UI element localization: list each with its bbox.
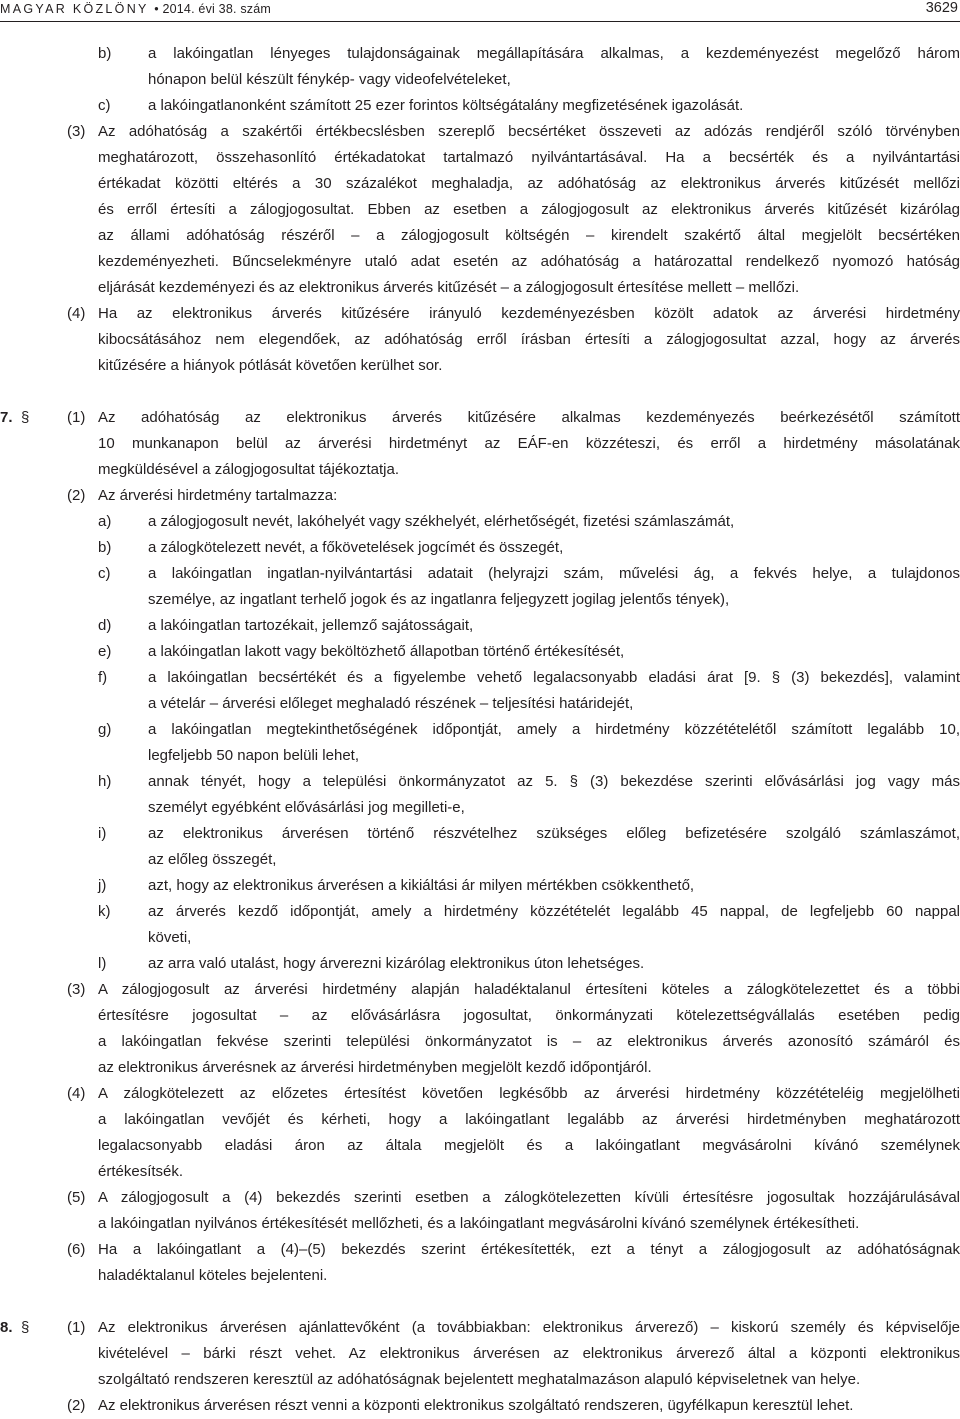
text-line: legfeljebb 50 napon belüli lehet, xyxy=(148,747,360,764)
list-item xyxy=(0,41,960,93)
text-line: hónapon belül készült fénykép- vagy videofelvételeket, xyxy=(148,71,511,88)
text-line: Az árverési hirdetmény tartalmazza: xyxy=(98,487,338,504)
paragraph-number: (3) xyxy=(67,981,86,998)
text-line: A zálogjogosult az árverési hirdetmény alapján haladéktalanul értesíteni köteles a zálogkötelezettet és a többi xyxy=(98,981,960,998)
list-item xyxy=(0,613,960,639)
item-label: f) xyxy=(98,669,108,686)
item-label: e) xyxy=(98,643,112,660)
section-number: 7. xyxy=(0,409,13,426)
text-line: 10 munkanapon belül az árverési hirdetményt az EÁF-en közzéteszi, és erről a hirdetmény másolatának xyxy=(98,435,960,452)
text-line: meghatározott, összehasonlító értékadatokat tartalmazó nyilvántartásával. Ha a becsérték és a nyilvántartási xyxy=(98,149,960,166)
item-label: h) xyxy=(98,773,112,790)
text-line: személye, az ingatlant terhelő jogok és az ingatlanra feljegyzett jogilag jelentős tények), xyxy=(148,591,730,608)
section-gap xyxy=(0,1289,960,1315)
text-line: eljárását kezdeményezi és az elektronikus árverés kitűzését – a zálogjogosult értesítése mellett – mellőzi. xyxy=(98,279,800,296)
text-line: a lakóingatlanonként számított 25 ezer forintos költségátalány megfizetésének igazolását. xyxy=(148,97,744,114)
text-line: A zálogjogosult a (4) bekezdés szerinti esetben a zálogkötelezetten kívüli értesítésre jogosultak hozzájárulásával xyxy=(98,1189,960,1206)
item-label: i) xyxy=(98,825,107,842)
paragraph-number: (2) xyxy=(67,487,86,504)
text-line: annak tényét, hogy a települési önkormányzatot az 5. § (3) bekezdése szerinti elővásárlási jog vagy más xyxy=(148,773,960,790)
text-line: a zálogkötelezett nevét, a főkövetelések jogcímét és összegét, xyxy=(148,539,564,556)
text-line: Ha a lakóingatlant a (4)–(5) bekezdés szerint értékesítették, ezt a tényt a zálogjogosult az adóhatóságnak xyxy=(98,1241,960,1258)
list-item xyxy=(0,899,960,951)
text-line: a lakóingatlan lényeges tulajdonságainak megállapítására alkalmas, a kezdeményezést megelőző három xyxy=(148,45,960,62)
paragraph-number: (3) xyxy=(67,123,86,140)
text-line: értékadat közötti eltérés a 30 százalékot meghaladja, az adóhatóság az elektronikus árverés kitűzését mellőzi xyxy=(98,175,960,192)
item-label: a) xyxy=(98,513,112,530)
page-header xyxy=(0,0,960,22)
item-label: l) xyxy=(98,955,107,972)
text-line: Az elektronikus árverésen részt venni a központi elektronikus szolgáltató rendszeren, ügyfélkapun keresztül lehet. xyxy=(98,1397,854,1414)
journal-title xyxy=(0,2,271,16)
list-item xyxy=(0,769,960,821)
text-line: az elektronikus árverésen történő részvételhez szükséges előleg befizetésére szolgáló számlaszámot, xyxy=(148,825,960,842)
section-symbol: § xyxy=(21,1319,30,1336)
section-symbol: § xyxy=(21,409,30,426)
text-line: Ha az elektronikus árverés kitűzésére irányuló kezdeményezésben közölt adatok az árverési hirdetmény xyxy=(98,305,960,322)
item-label: b) xyxy=(98,45,112,62)
paragraph-number: (1) xyxy=(67,1319,86,1336)
text-line: a lakóingatlan ingatlan-nyilvántartási adatait (helyrajzi szám, művelési ág, a fekvés helye, a tulajdonos xyxy=(148,565,960,582)
journal-name: MAGYAR KÖZLÖNY xyxy=(0,2,149,16)
text-line: a vételár – árverési előleget meghaladó részének – teljesítési határidejét, xyxy=(148,695,634,712)
text-line: személyt egyébként elővásárlási jog megilleti-e, xyxy=(148,799,465,816)
paragraph xyxy=(0,1081,960,1185)
paragraph xyxy=(0,1393,960,1419)
paragraph xyxy=(0,1237,960,1289)
item-label: c) xyxy=(98,97,111,114)
text-line: az előleg összegét, xyxy=(148,851,277,868)
item-label: b) xyxy=(98,539,112,556)
text-line: a lakóingatlan tartozékait, jellemző sajátosságait, xyxy=(148,617,474,634)
text-line: értékesítsék. xyxy=(98,1163,184,1180)
text-line: kitűzésére a hiányok pótlását követően kerülhet sor. xyxy=(98,357,443,374)
paragraph xyxy=(0,301,960,379)
item-label: g) xyxy=(98,721,112,738)
text-line: A zálogkötelezett az előzetes értesítést követően legkésőbb az árverési hirdetmény közzétételéig megjelölheti xyxy=(98,1085,960,1102)
section-gap xyxy=(0,379,960,405)
list-item xyxy=(0,873,960,899)
text-line: és erről értesíti a zálogjogosultat. Ebben az esetben a zálogjogosult az elektronikus árverés kitűzését kizárólag xyxy=(98,201,960,218)
text-line: az állami adóhatóság részéről – a zálogjogosult költségén – kirendelt szakértő által megjelölt becsértéken xyxy=(98,227,960,244)
document-body xyxy=(0,41,960,1419)
text-line: Az adóhatóság az elektronikus árverés kitűzésére alkalmas kezdeményezés beérkezésétől számított xyxy=(98,409,960,426)
text-line: azt, hogy az elektronikus árverésen a kikiáltási ár milyen mértékben csökkenthető, xyxy=(148,877,695,894)
list-item xyxy=(0,639,960,665)
text-line: a lakóingatlan becsértékét és a figyelembe vehető legalacsonyabb eladási árat [9. § (3) bekezdés], valamint xyxy=(148,669,960,686)
paragraph xyxy=(0,119,960,301)
section-number: 8. xyxy=(0,1319,13,1336)
text-line: haladéktalanul köteles bejelenteni. xyxy=(98,1267,328,1284)
header-rule xyxy=(0,21,960,22)
list-item xyxy=(0,951,960,977)
list-item xyxy=(0,561,960,613)
text-line: az árverés kezdő időpontját, amely a hirdetmény közzétételét legalább 45 nappal, de legfeljebb 60 nappal xyxy=(148,903,960,920)
text-line: a lakóingatlan nyilvános értékesítését mellőzheti, és a lakóingatlant megvásárolni kívánó személynek értékesítheti. xyxy=(98,1215,860,1232)
issue-info: • 2014. évi 38. szám xyxy=(154,2,271,16)
paragraph-number: (2) xyxy=(67,1397,86,1414)
text-line: Az elektronikus árverésen ajánlattevőként (a továbbiakban: elektronikus árverező) – kiskorú személy és képviselője xyxy=(98,1319,960,1336)
list-item xyxy=(0,509,960,535)
text-line: szolgáltató rendszeren keresztül az adóhatóságnak bejelentett meghatalmazáson alapuló képviseletnek van helye. xyxy=(98,1371,861,1388)
text-line: kivételével – bárki részt vehet. Az elektronikus árverésen az elektronikus árverező által a központi elektronikus xyxy=(98,1345,960,1362)
text-line: a lakóingatlan vevőjét és kérheti, hogy a lakóingatlant legalább az árverési hirdetményben meghatározott xyxy=(98,1111,960,1128)
item-label: c) xyxy=(98,565,111,582)
paragraph xyxy=(0,483,960,509)
text-line: a lakóingatlan fekvése szerinti települési önkormányzatot is – az elektronikus árverés azonosító számáról és xyxy=(98,1033,960,1050)
text-line: kibocsátásához nem elegendőek, az adóhatóság erről írásban értesíti a zálogjogosultat azzal, hogy az árverés xyxy=(98,331,960,348)
paragraph xyxy=(0,1185,960,1237)
text-line: Az adóhatóság a szakértői értékbecslésben szereplő becsértéket összeveti az adózás rendjéről szóló törvényben xyxy=(98,123,960,140)
list-item xyxy=(0,717,960,769)
paragraph xyxy=(0,977,960,1081)
text-line: megküldésével a zálogjogosultat tájékoztatja. xyxy=(98,461,400,478)
text-line: az arra való utalást, hogy árverezni kizárólag elektronikus úton lehetséges. xyxy=(148,955,645,972)
list-item xyxy=(0,665,960,717)
text-line: értesítésre jogosultat – az elővásárlásra jogosultat, önkormányzati kötelezettségvállalás esetében pedig xyxy=(98,1007,960,1024)
list-item xyxy=(0,93,960,119)
paragraph-number: (1) xyxy=(67,409,86,426)
item-label: k) xyxy=(98,903,111,920)
paragraph-number: (4) xyxy=(67,1085,86,1102)
list-item xyxy=(0,535,960,561)
text-line: az elektronikus árverésnek az árverési hirdetményben megjelölt kezdő időpontjáról. xyxy=(98,1059,652,1076)
page-number: 3629 xyxy=(925,0,958,16)
text-line: követi, xyxy=(148,929,192,946)
list-item xyxy=(0,821,960,873)
paragraph-number: (4) xyxy=(67,305,86,322)
item-label: d) xyxy=(98,617,112,634)
paragraph-number: (6) xyxy=(67,1241,86,1258)
paragraph-number: (5) xyxy=(67,1189,86,1206)
text-line: a lakóingatlan megtekinthetőségének időpontját, amely a hirdetmény közzétételétől számított legalább 10, xyxy=(148,721,960,738)
paragraph xyxy=(0,405,960,483)
text-line: a lakóingatlan lakott vagy beköltözhető állapotban történő értékesítését, xyxy=(148,643,625,660)
text-line: a zálogjogosult nevét, lakóhelyét vagy székhelyét, elérhetőségét, fizetési számlaszámát, xyxy=(148,513,735,530)
text-line: kezdeményezheti. Bűncselekményre utaló adat esetén az adóhatóság a határozattal rendelkező nyomozó hatóság xyxy=(98,253,960,270)
text-line: legalacsonyabb eladási áron az általa megjelölt és a lakóingatlant megvásárolni kívánó személynek xyxy=(98,1137,960,1154)
paragraph xyxy=(0,1315,960,1393)
item-label: j) xyxy=(98,877,107,894)
